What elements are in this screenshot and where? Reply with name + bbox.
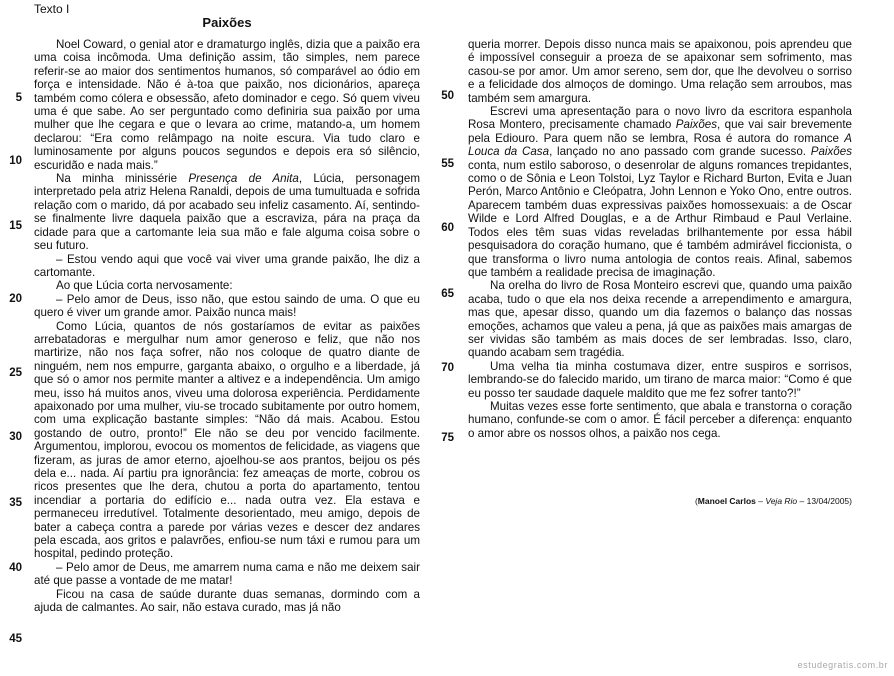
paragraph [34, 172, 420, 252]
text-label: Texto I [34, 2, 70, 16]
text-run: Escrevi uma apresentação para o novo livro da escritora espanhola Rosa Montero, precisamente chamado [468, 105, 852, 132]
right-column [468, 38, 852, 440]
paragraph: Uma velha tia minha costumava dizer, entre suspiros e sorrisos, lembrando-se do falecido marido, um tirano de marca maior: “Como é que eu posso ter saudade daquele maldito que me fez sofrer tanto?!” [468, 359, 852, 400]
text-run: , que vai sair brevemente pela Ediouro. Para quem não se lembra, Rosa é autora do romance [468, 118, 852, 145]
line-number: 10 [9, 155, 22, 167]
line-number: 20 [9, 293, 22, 305]
article-title: Paixões [202, 15, 252, 30]
source-citation [695, 496, 852, 506]
line-number: 25 [9, 367, 22, 379]
line-number: 50 [441, 90, 454, 102]
book-title: A Louca da Casa [468, 131, 852, 159]
line-number: 30 [9, 431, 22, 443]
paragraph: Noel Coward, o genial ator e dramaturgo inglês, dizia que a paixão era uma coisa incômoda. Uma definição assim, tão simples, nem parece referir-se ao maior dos sentimentos humanos, só comparável ao ódio em força e intensidade. Não é à-toa que paixão, nos dicionários, apareça também como cólera e obsessão, afeto dominador e cego. Só quem viveu uma é que sabe. Ao ser perguntado como definiria sua paixão por uma mulher que lhe cegara e que o levara ao crime, matando-a, um homem declarou: “Era como relâmpago na noite escura. Via tudo claro e luminosamente por alguns poucos segundos e depois era só silêncio, escuridão e nada mais.” [34, 38, 420, 172]
line-number: 60 [441, 222, 454, 234]
paragraph: – Pelo amor de Deus, isso não, que estou saindo de uma. O que eu quero é viver um grande amor. Paixão nunca mais! [34, 292, 420, 320]
site-watermark: estudegratis.com.br [797, 660, 888, 670]
line-number: 75 [441, 432, 454, 444]
paragraph: Muitas vezes esse forte sentimento, que abala e transtorna o coração humano, confunde-se com o amor. É fácil perceber a diferença: enquanto o amor abre os nossos olhos, a paixão nos cega. [468, 399, 852, 440]
paragraph [468, 105, 852, 279]
text-run: , Lúcia, personagem interpretado pela atriz Helena Ranaldi, depois de uma tumultuada e sofrida relação com o marido, dá por acabado seu infeliz casamento. Aí, sentindo-se finalmente livre daquela paixão que a escraviza, pára na praça da cidade para que a cartomante leia sua mão e fale alguma coisa sobre o seu futuro. [34, 172, 420, 253]
line-number: 5 [15, 92, 22, 104]
line-number: 15 [9, 220, 22, 232]
text-run: , lançado no ano passado com grande sucesso. [549, 145, 811, 159]
citation-author: Manoel Carlos [697, 496, 756, 506]
citation-date: – 13/04/2005) [797, 496, 852, 506]
paragraph: – Pelo amor de Deus, me amarrem numa cama e não me deixem sair até que passe a vontade de me matar! [34, 560, 420, 588]
text-run: Na minha minissérie [56, 172, 189, 186]
line-number: 40 [9, 562, 22, 574]
paragraph: Como Lúcia, quantos de nós gostaríamos de evitar as paixões arrebatadoras e mergulhar num amor generoso e feliz, que não nos martirize, não nos faça sofrer, não nos coloque de quatro diante de ninguém, nem nos empurre, garganta abaixo, o orgulho e a liberdade, já que só o amor nos permite manter a altivez e a independência. Um amigo meu, isso há muitos anos, viveu uma dolorosa experiência. Perdidamente apaixonado por uma mulher, viu-se trocado subitamente por outro homem, com uma explicação bastante simples: “Não dá mais. Acabou. Estou gostando de outro, pronto!” Ele não se deu por vencido facilmente. Argumentou, implorou, evocou os momentos de felicidade, as viagens que fizeram, as juras de amor eterno, ajoelhou-se aos prantos, beijou os pés dela e... nada. Aí partiu pra ignorância: fez ameaças de morte, cobrou os ricos presentes que lhe dera, chutou a porta do apartamento, tentou incendiar a portaria do edifício e... nada outra vez. Ela estava e permaneceu irredutível. Totalmente desorientado, meu amigo, depois de bater a cabeça contra a parede por várias vezes e descer dez andares pela escada, aos gritos e palavrões, enfiou-se num táxi e rumou para um hospital, pedindo proteção. [34, 319, 420, 561]
citation-open: ( [694, 496, 698, 506]
left-column [34, 38, 420, 614]
line-number: 70 [441, 362, 454, 374]
text-run: conta, num estilo saboroso, o desenrolar de alguns romances trepidantes, como o de Sônia e Leon Tolstoi, Lyz Taylor e Richard Burton, Evita e Juan Perón, Marco Antônio e Cleópatra, John Lennon e Yoko Ono, entre outros. Aparecem também duas expressivas paixões homossexuais: a de Oscar Wilde e Lord Alfred Douglas, e a de Arthur Rimbaud e Paul Verlaine. Todos eles têm suas vidas reveladas brilhantemente por essa hábil pesquisadora do coração humano, que é também admirável ficcionista, o que transforma o livro numa antologia de contos reais. Afinal, sabemos que também a realidade precisa de imaginação. [468, 158, 852, 279]
line-number: 35 [9, 497, 22, 509]
paragraph: – Estou vendo aqui que você vai viver uma grande paixão, lhe diz a cartomante. [34, 252, 420, 279]
line-number: 45 [9, 633, 22, 645]
paragraph: Na orelha do livro de Rosa Monteiro escrevi que, quando uma paixão acaba, tudo o que ela nos deixa recende a arrependimento e amargura, mas que, apesar disso, quando um dia fazemos o balanço das nossas emoções, achamos que valeu a pena, já que as paixões mais amargas de ser vividas são também as mais doces de ser lembradas. Isso, claro, quando acabam sem tragédia. [468, 279, 852, 360]
paragraph: queria morrer. Depois disso nunca mais se apaixonou, pois aprendeu que é impossível conseguir a proeza de se apaixonar sem sofrimento, mas casou-se por amor. Um amor sereno, sem dor, que lhe devolveu o sorriso e a felicidade dos almoços de domingo. Uma relação sem arroubos, mas também sem amargura. [468, 38, 852, 105]
paragraph: Ficou na casa de saúde durante duas semanas, dormindo com a ajuda de calmantes. Ao sair, não estava curado, mas já não [34, 587, 420, 615]
line-number: 65 [441, 288, 454, 300]
book-title: Paixões [675, 118, 718, 132]
paragraph: Ao que Lúcia corta nervosamente: [56, 279, 233, 293]
book-title: Paixões [810, 145, 852, 159]
citation-publication: Veja Rio [765, 496, 798, 506]
line-number: 55 [441, 158, 454, 170]
citation-separator: – [755, 496, 766, 506]
miniseries-title: Presença de Anita [188, 172, 299, 186]
